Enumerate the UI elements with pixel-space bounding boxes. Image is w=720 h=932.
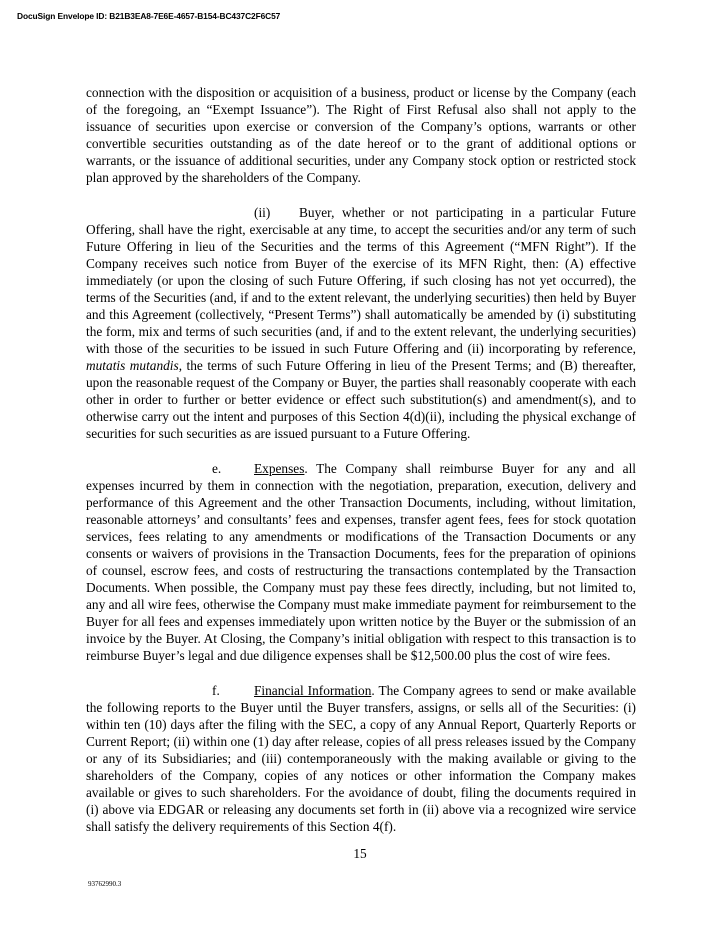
section-heading: Financial Information: [254, 683, 372, 698]
paragraph-financial-information: [86, 682, 636, 835]
paragraph-expenses: [86, 460, 636, 665]
section-heading: Expenses: [254, 460, 305, 476]
paragraph-mfn-right: [86, 204, 636, 443]
section-text: . The Company shall reimburse Buyer for any and all expenses incurred by them in connection with the negotiation, preparation, execution, delivery and performance of this Agreement and the other Transaction Documents, including, without limitation, reasonable attorneys’ and consultants’ fees and expenses, transfer agent fees, fees for stock quotation services, fees relating to any amendments or modifications of the Transaction Documents or any consents or waivers of provisions in the Transaction Documents, fees for the preparation of opinions of counsel, escrow fees, and costs of restructuring the transactions contemplated by the Transaction Documents. When possible, the Company must pay these fees directly, including, but not limited to, any and all wire fees, otherwise the Company must make immediate payment for reimbursement to the Buyer for all fees and expenses immediately upon written notice by the Buyer or the submission of an invoice by the Buyer. At Closing, the Company’s initial obligation with respect to this transaction is to reimburse Buyer’s legal and due diligence expenses shall be $12,500.00 plus the cost of wire fees.: [86, 460, 636, 664]
clause-italic-phrase: mutatis mutandis: [86, 358, 179, 374]
document-id: 93762990.3: [88, 880, 122, 888]
clause-text-part2: , the terms of such Future Offering in lieu of the Present Terms; and (B) thereafter, upon the reasonable request of the Company or Buyer, the parties shall reasonably cooperate with each other in order to further or better evidence or effect such substitution(s) and amendment(s), and to otherwise carry out the intent and purposes of this Section 4(d)(ii), including the physical exchange of securities for such securities as are issued pursuant to a Future Offering.: [86, 358, 637, 442]
section-letter: f.: [212, 683, 220, 698]
clause-number: (ii): [254, 204, 271, 220]
clause-text-part1: Buyer, whether or not participating in a particular Future Offering, shall have the right, exercisable at any time, to accept the securities and/or any term of such Future Offering in lieu of the Securities and the terms of this Agreement (“MFN Right”). If the Company receives such notice from Buyer of the exercise of its MFN Right, then: (A) effective immediately (or upon the closing of such Future Offering, if such closing has not yet occurred), the terms of the Securities (and, if and to the extent relevant, the underlying securities) then held by Buyer and this Agreement (collectively, “Present Terms”) shall automatically be amended by (i) substituting the form, mix and terms of such securities (and, if and to the extent relevant, the underlying securities) with those of the securities to be issued in such Future Offering and (ii) incorporating by reference,: [86, 204, 636, 357]
section-letter: e.: [212, 460, 222, 476]
document-body: [86, 84, 636, 835]
docusign-envelope-id: DocuSign Envelope ID: B21B3EA8-7E6E-4657-B154-BC437C2F6C57: [17, 11, 281, 21]
section-text: . The Company agrees to send or make available the following reports to the Buyer until the Buyer transfers, assigns, or sells all of the Securities: (i) within ten (10) days after the filing with the SEC, a copy of any Annual Report, Quarterly Reports or Current Report; (ii) within one (1) day after release, copies of all press releases issued by the Company or any of its Subsidiaries; and (iii) contemporaneously with the making available or giving to the shareholders of the Company, copies of any notices or other information the Company makes available or gives to such shareholders. For the avoidance of doubt, filing the documents required in (i) above via EDGAR or releasing any documents set forth in (ii) above via a recognized wire service shall satisfy the delivery requirements of this Section 4(f).: [86, 683, 636, 835]
page-number: 15: [353, 846, 367, 861]
paragraph-exempt-issuance: connection with the disposition or acquisition of a business, product or license by the Company (each of the foregoing, an “Exempt Issuance”). The Right of First Refusal also shall not apply to the issuance of securities upon exercise or conversion of the Company’s options, warrants or other convertible securities outstanding as of the date hereof or to the grant of additional options or warrants, or the issuance of additional securities, under any Company stock option or restricted stock plan approved by the shareholders of the Company.: [86, 85, 636, 186]
